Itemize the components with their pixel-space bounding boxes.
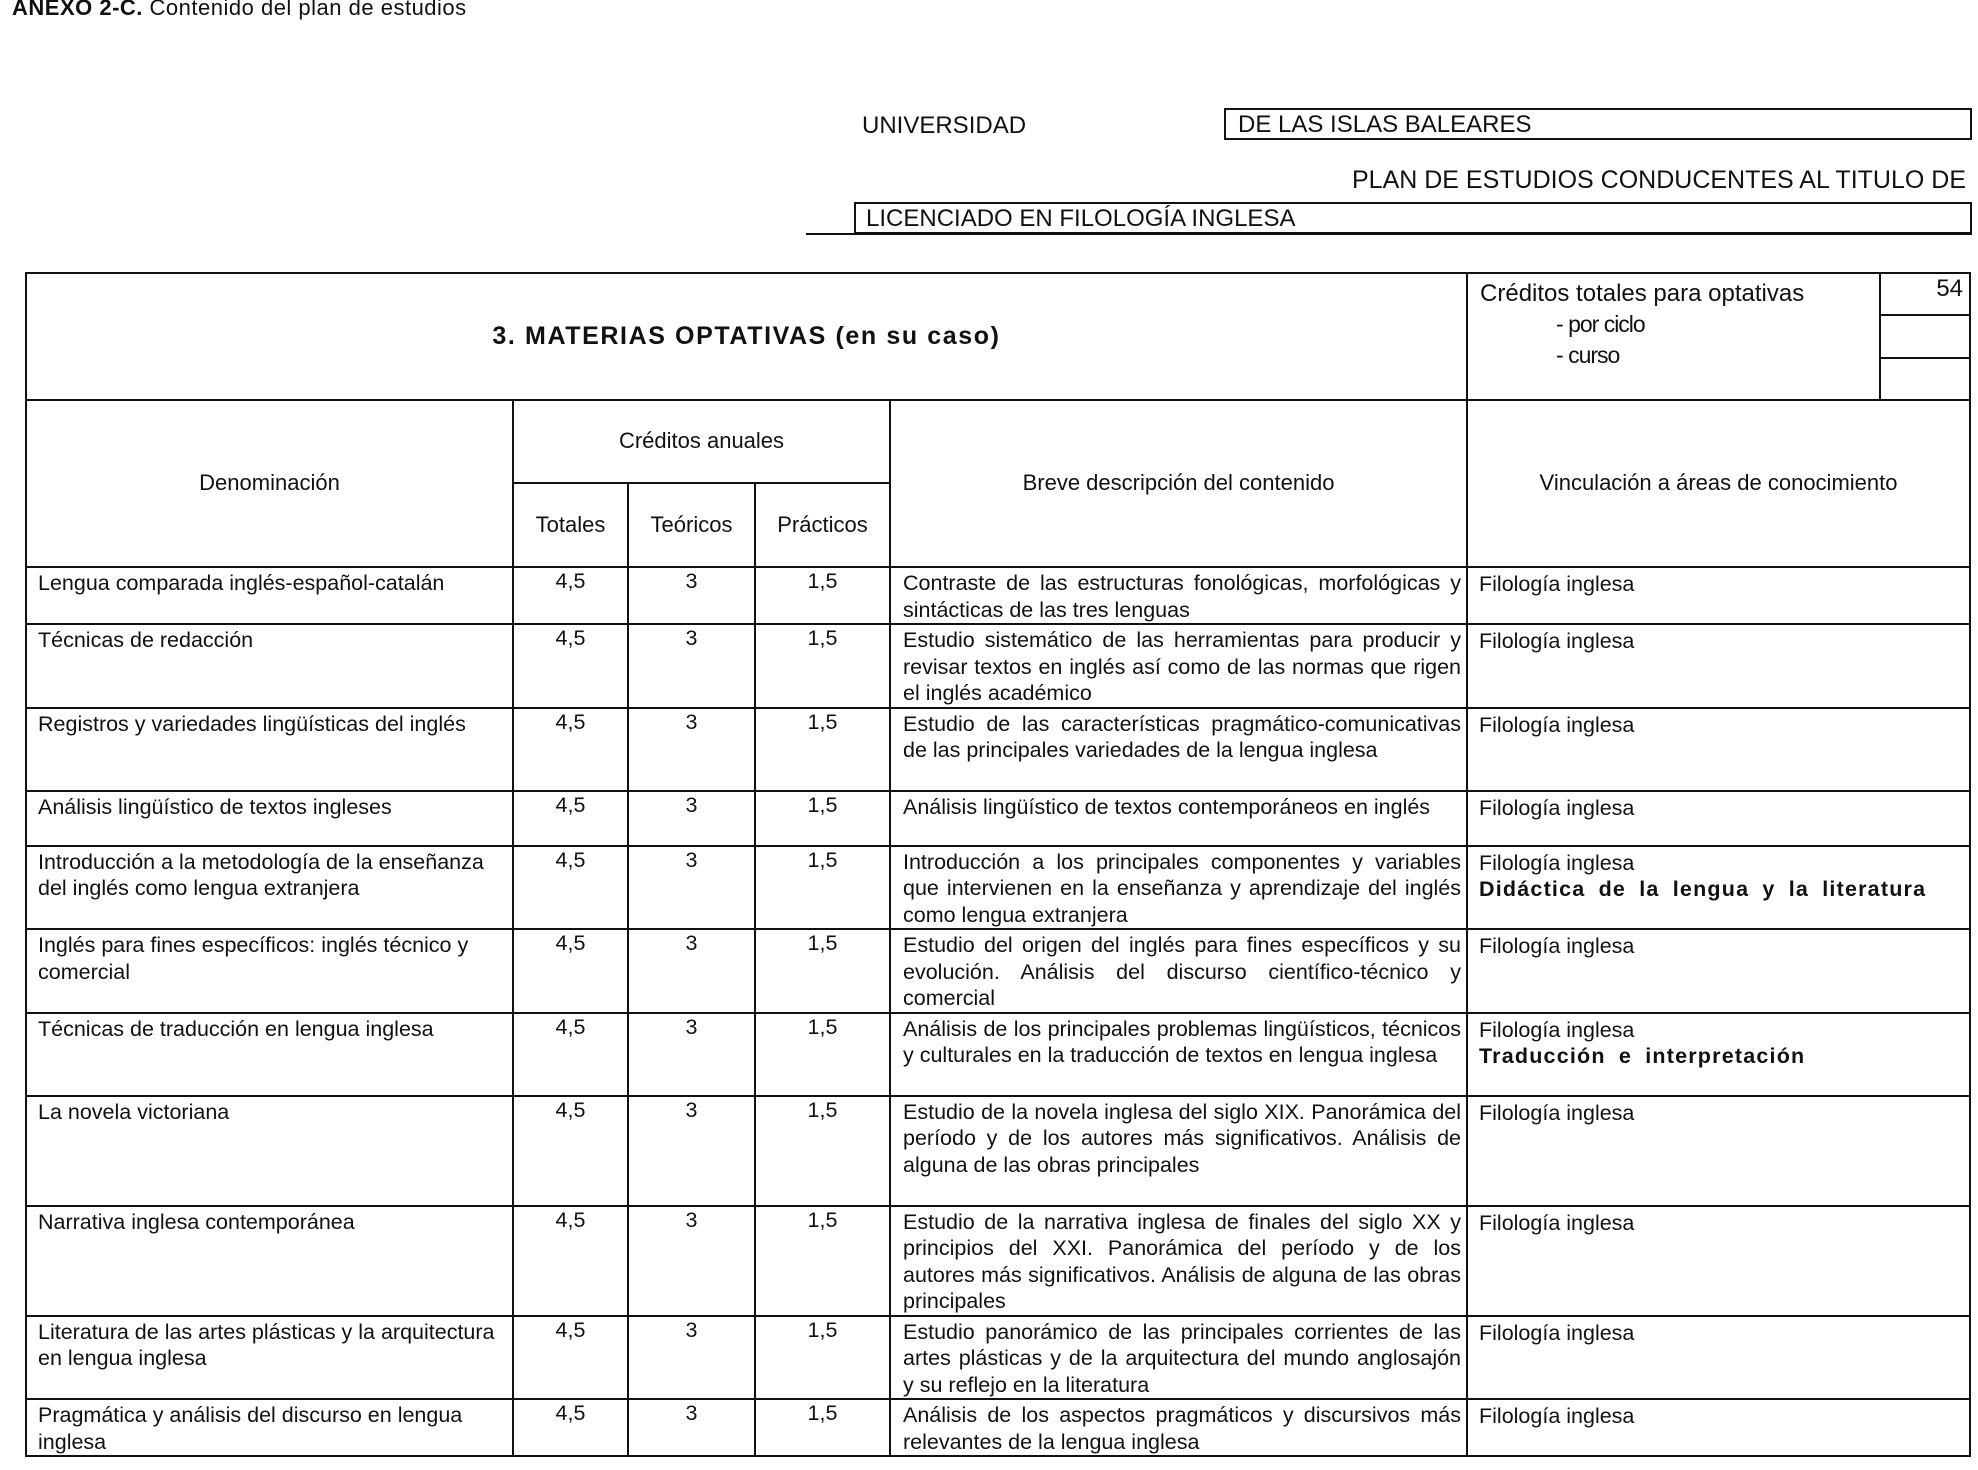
subject-description: Contraste de las estructuras fonológicas, morfológicas y sintácticas de las tres lenguas bbox=[890, 567, 1467, 624]
subject-description: Estudio del origen del inglés para fines específicos y su evolución. Análisis del discurso científico-técnico y comercial bbox=[890, 929, 1467, 1013]
knowledge-area-primary: Filología inglesa bbox=[1479, 1017, 1635, 1042]
col-creditos-anuales: Créditos anuales bbox=[513, 400, 890, 483]
per-cycle-value bbox=[1881, 316, 1969, 358]
section-title: 3. MATERIAS OPTATIVAS (en su caso) bbox=[26, 273, 1467, 400]
credits-totales: 4,5 bbox=[513, 929, 628, 1013]
knowledge-area-primary: Filología inglesa bbox=[1479, 1100, 1635, 1125]
knowledge-area-secondary: Traducción e interpretación bbox=[1479, 1044, 1806, 1068]
credits-teoricos: 3 bbox=[628, 1096, 755, 1206]
subject-name: Técnicas de traducción en lengua inglesa bbox=[26, 1013, 513, 1096]
table-row bbox=[26, 1399, 1970, 1456]
subject-description: Análisis lingüístico de textos contemporáneos en inglés bbox=[890, 791, 1467, 846]
subject-description: Estudio de la novela inglesa del siglo XIX. Panorámica del período y de los autores más significativos. Análisis de alguna de las obras principales bbox=[890, 1096, 1467, 1206]
table-row bbox=[26, 1096, 1970, 1206]
knowledge-area bbox=[1467, 567, 1970, 624]
credits-totales: 4,5 bbox=[513, 1013, 628, 1096]
table-row bbox=[26, 929, 1970, 1013]
credits-practicos: 1,5 bbox=[755, 1399, 890, 1456]
credits-practicos: 1,5 bbox=[755, 929, 890, 1013]
credits-total-label: Créditos totales para optativas bbox=[1480, 280, 1805, 307]
per-cycle-label: - por ciclo bbox=[1556, 311, 1645, 337]
per-course-label: - curso bbox=[1556, 342, 1620, 368]
subject-name: Pragmática y análisis del discurso en lengua inglesa bbox=[26, 1399, 513, 1456]
plan-title: PLAN DE ESTUDIOS CONDUCENTES AL TITULO DE bbox=[1351, 166, 1966, 194]
table-row bbox=[26, 567, 1970, 624]
knowledge-area-primary: Filología inglesa bbox=[1479, 1320, 1635, 1345]
subject-description: Introducción a los principales componentes y variables que intervienen en la enseñanza y aprendizaje del inglés como lengua extranjera bbox=[890, 846, 1467, 930]
credits-teoricos: 3 bbox=[628, 1399, 755, 1456]
per-course-value bbox=[1881, 359, 1969, 399]
table-row bbox=[26, 791, 1970, 846]
credits-totales: 4,5 bbox=[513, 1399, 628, 1456]
knowledge-area bbox=[1467, 1096, 1970, 1206]
subject-description: Estudio sistemático de las herramientas para producir y revisar textos en inglés así como de las normas que rigen el inglés académico bbox=[890, 624, 1467, 708]
knowledge-area-primary: Filología inglesa bbox=[1479, 572, 1635, 596]
credits-practicos: 1,5 bbox=[755, 1096, 890, 1206]
credits-practicos: 1,5 bbox=[755, 1206, 890, 1316]
subject-description: Análisis de los aspectos pragmáticos y discursivos más relevantes de la lengua inglesa bbox=[890, 1399, 1467, 1456]
credits-totales: 4,5 bbox=[513, 567, 628, 624]
table-row bbox=[26, 846, 1970, 930]
knowledge-area-primary: Filología inglesa bbox=[1479, 1404, 1635, 1428]
credits-teoricos: 3 bbox=[628, 929, 755, 1013]
credits-practicos: 1,5 bbox=[755, 791, 890, 846]
col-teoricos: Teóricos bbox=[628, 483, 755, 567]
credits-teoricos: 3 bbox=[628, 846, 755, 930]
credits-practicos: 1,5 bbox=[755, 1316, 890, 1400]
knowledge-area-primary: Filología inglesa bbox=[1479, 1210, 1635, 1235]
credits-practicos: 1,5 bbox=[755, 1013, 890, 1096]
university-label: UNIVERSIDAD bbox=[862, 112, 1027, 139]
annex-label: ANEXO 2-C. bbox=[12, 0, 143, 20]
credits-practicos: 1,5 bbox=[755, 624, 890, 708]
credits-teoricos: 3 bbox=[628, 791, 755, 846]
subject-description: Estudio de la narrativa inglesa de finales del siglo XX y principios del XXI. Panorámica del período y de los autores más significativos. Análisis de alguna de las obras principales bbox=[890, 1206, 1467, 1316]
subject-description: Análisis de los principales problemas lingüísticos, técnicos y culturales en la traducción de textos en lengua inglesa bbox=[890, 1013, 1467, 1096]
table-row bbox=[26, 624, 1970, 708]
knowledge-area bbox=[1467, 929, 1970, 1013]
knowledge-area-primary: Filología inglesa bbox=[1479, 795, 1635, 820]
subject-name: Registros y variedades lingüísticas del inglés bbox=[26, 708, 513, 791]
knowledge-area bbox=[1467, 624, 1970, 708]
column-header-row bbox=[26, 400, 1970, 483]
section-header-row bbox=[26, 273, 1970, 400]
subject-name: La novela victoriana bbox=[26, 1096, 513, 1206]
subject-description: Estudio panorámico de las principales corrientes de las artes plásticas y de la arquitectura del mundo anglosajón y su reflejo en la literatura bbox=[890, 1316, 1467, 1400]
credits-teoricos: 3 bbox=[628, 1013, 755, 1096]
credits-summary bbox=[1467, 273, 1970, 400]
knowledge-area-primary: Filología inglesa bbox=[1479, 712, 1635, 737]
knowledge-area bbox=[1467, 1206, 1970, 1316]
credits-practicos: 1,5 bbox=[755, 708, 890, 791]
credits-practicos: 1,5 bbox=[755, 846, 890, 930]
subject-name: Literatura de las artes plásticas y la arquitectura en lengua inglesa bbox=[26, 1316, 513, 1400]
table-row bbox=[26, 1013, 1970, 1096]
degree-field: LICENCIADO EN FILOLOGÍA INGLESA bbox=[854, 202, 1972, 234]
credits-practicos: 1,5 bbox=[755, 567, 890, 624]
university-field: DE LAS ISLAS BALEARES bbox=[1224, 108, 1972, 140]
knowledge-area-primary: Filología inglesa bbox=[1479, 850, 1635, 875]
credits-teoricos: 3 bbox=[628, 567, 755, 624]
subject-name: Narrativa inglesa contemporánea bbox=[26, 1206, 513, 1316]
subject-name: Técnicas de redacción bbox=[26, 624, 513, 708]
table-row bbox=[26, 708, 1970, 791]
table-row bbox=[26, 1206, 1970, 1316]
knowledge-area bbox=[1467, 1399, 1970, 1456]
credits-totales: 4,5 bbox=[513, 846, 628, 930]
subject-name: Lengua comparada inglés-español-catalán bbox=[26, 567, 513, 624]
knowledge-area-primary: Filología inglesa bbox=[1479, 629, 1635, 653]
knowledge-area-primary: Filología inglesa bbox=[1479, 934, 1635, 958]
annex-title: Contenido del plan de estudios bbox=[149, 0, 467, 20]
credits-totales: 4,5 bbox=[513, 708, 628, 791]
annex-heading bbox=[12, 0, 467, 21]
knowledge-area bbox=[1467, 708, 1970, 791]
col-practicos: Prácticos bbox=[755, 483, 890, 567]
optional-subjects-table bbox=[25, 272, 1971, 1457]
knowledge-area bbox=[1467, 846, 1970, 930]
credits-teoricos: 3 bbox=[628, 1316, 755, 1400]
table-row bbox=[26, 1316, 1970, 1400]
credits-totales: 4,5 bbox=[513, 791, 628, 846]
subject-name: Inglés para fines específicos: inglés técnico y comercial bbox=[26, 929, 513, 1013]
credits-totales: 4,5 bbox=[513, 624, 628, 708]
credits-totales: 4,5 bbox=[513, 1206, 628, 1316]
credits-teoricos: 3 bbox=[628, 624, 755, 708]
credits-teoricos: 3 bbox=[628, 1206, 755, 1316]
col-totales: Totales bbox=[513, 483, 628, 567]
credits-totales: 4,5 bbox=[513, 1096, 628, 1206]
subject-name: Análisis lingüístico de textos ingleses bbox=[26, 791, 513, 846]
credits-total-value: 54 bbox=[1881, 274, 1969, 316]
knowledge-area bbox=[1467, 1316, 1970, 1400]
knowledge-area bbox=[1467, 791, 1970, 846]
credits-totales: 4,5 bbox=[513, 1316, 628, 1400]
credits-teoricos: 3 bbox=[628, 708, 755, 791]
subject-name: Introducción a la metodología de la enseñanza del inglés como lengua extranjera bbox=[26, 846, 513, 930]
col-descripcion: Breve descripción del contenido bbox=[890, 400, 1467, 567]
subject-description: Estudio de las características pragmático-comunicativas de las principales variedades de la lengua inglesa bbox=[890, 708, 1467, 791]
col-denominacion: Denominación bbox=[26, 400, 513, 567]
col-vinculacion: Vinculación a áreas de conocimiento bbox=[1467, 400, 1970, 567]
knowledge-area bbox=[1467, 1013, 1970, 1096]
knowledge-area-secondary: Didáctica de la lengua y la literatura bbox=[1479, 877, 1927, 901]
